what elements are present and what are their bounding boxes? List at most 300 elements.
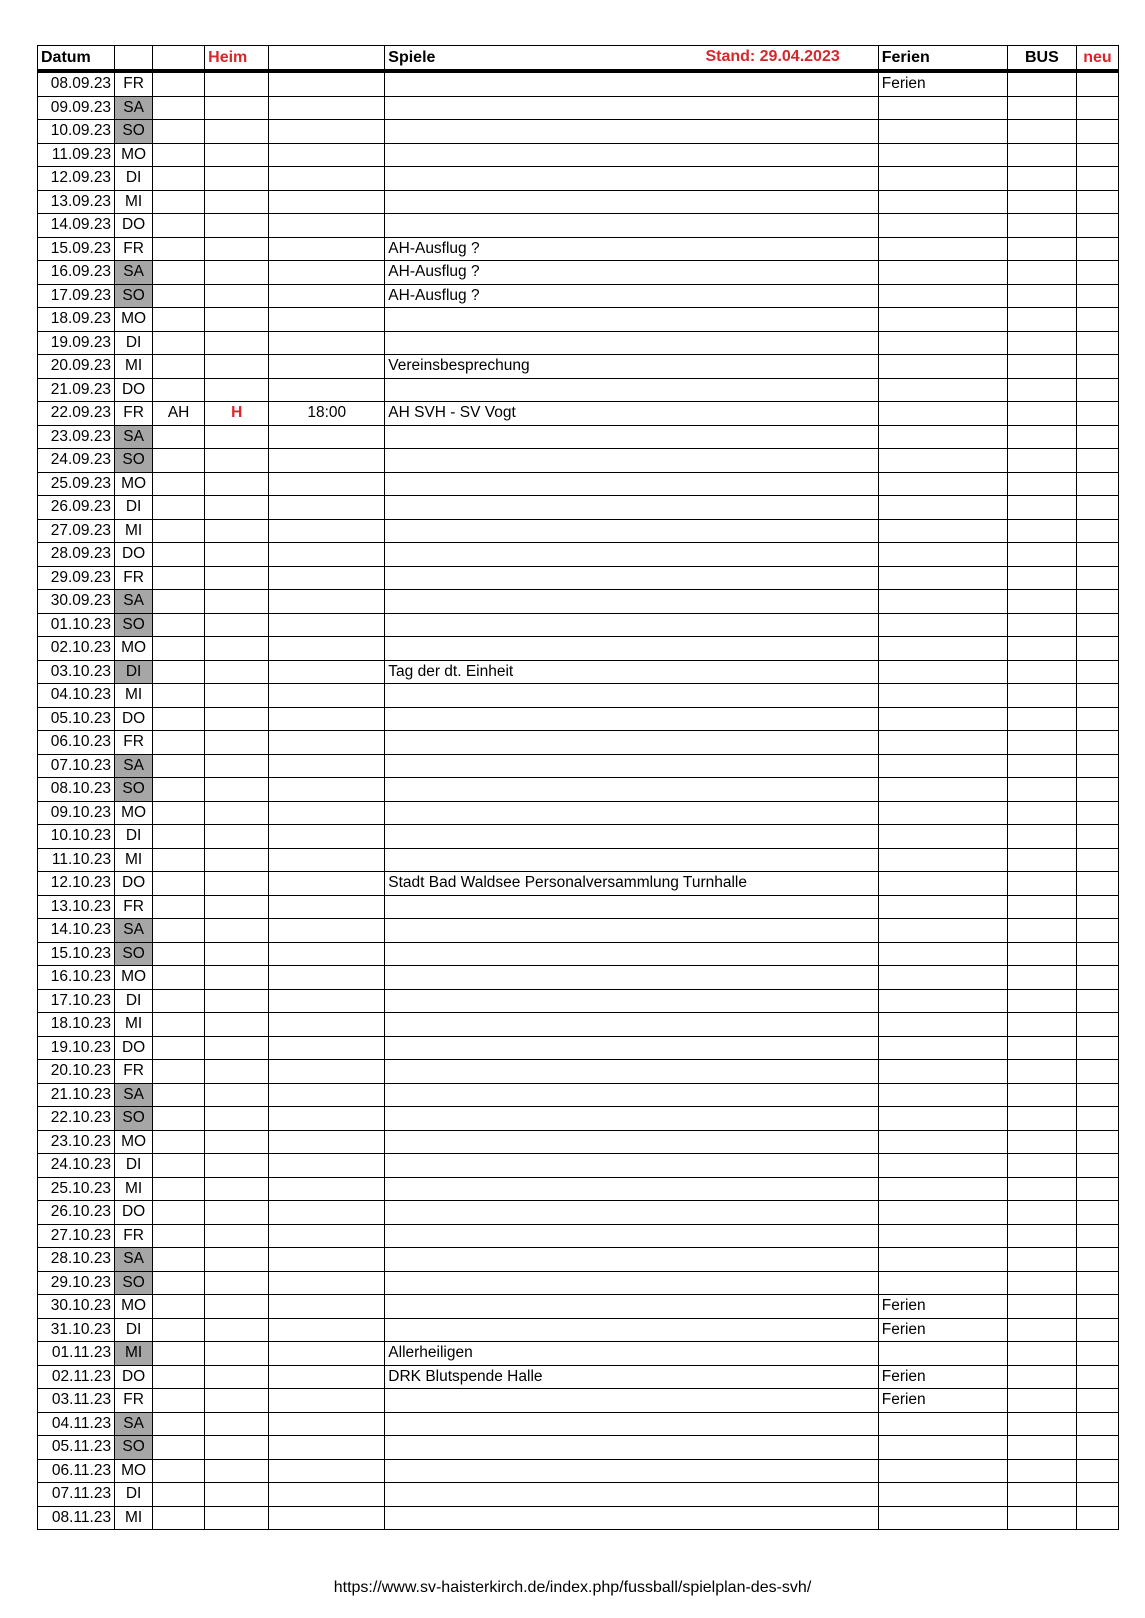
weekday-cell: MI [115,190,153,214]
ferien-cell [878,1412,1007,1436]
team-cell [153,590,205,614]
bus-cell [1007,1130,1076,1154]
date-cell: 19.09.23 [38,331,115,355]
neu-cell [1076,1224,1118,1248]
team-cell [153,801,205,825]
neu-cell [1076,96,1118,120]
neu-cell [1076,989,1118,1013]
heim-cell [205,590,269,614]
ferien-cell [878,778,1007,802]
spiele-cell [385,1248,878,1272]
time-cell [269,778,385,802]
ferien-cell: Ferien [878,1295,1007,1319]
date-cell: 01.10.23 [38,613,115,637]
ferien-cell [878,848,1007,872]
date-cell: 08.11.23 [38,1506,115,1530]
team-cell [153,1013,205,1037]
team-cell [153,1154,205,1178]
team-cell [153,1036,205,1060]
spiele-cell [385,1506,878,1530]
table-row [38,1436,1119,1460]
bus-cell [1007,519,1076,543]
bus-cell [1007,449,1076,473]
date-cell: 22.10.23 [38,1107,115,1131]
spiele-cell [385,707,878,731]
spiele-cell [385,167,878,191]
spiele-cell [385,543,878,567]
date-cell: 28.09.23 [38,543,115,567]
date-cell: 30.09.23 [38,590,115,614]
team-cell: AH [153,402,205,426]
time-cell [269,1248,385,1272]
time-cell [269,143,385,167]
date-cell: 17.09.23 [38,284,115,308]
bus-cell [1007,496,1076,520]
time-cell [269,308,385,332]
ferien-cell [878,1342,1007,1366]
time-cell [269,1154,385,1178]
heim-cell [205,1224,269,1248]
heim-cell: H [205,402,269,426]
time-cell [269,1436,385,1460]
ferien-cell [878,895,1007,919]
table-row [38,1130,1119,1154]
heim-cell [205,801,269,825]
bus-cell [1007,402,1076,426]
ferien-cell [878,378,1007,402]
spiele-cell [385,566,878,590]
table-row [38,1271,1119,1295]
header-bus: BUS [1007,46,1076,72]
table-row [38,801,1119,825]
spiele-cell: DRK Blutspende Halle [385,1365,878,1389]
time-cell [269,848,385,872]
weekday-cell: MI [115,848,153,872]
ferien-cell [878,613,1007,637]
heim-cell [205,1154,269,1178]
ferien-cell: Ferien [878,71,1007,96]
weekday-cell: SA [115,1412,153,1436]
ferien-cell [878,1154,1007,1178]
time-cell [269,1365,385,1389]
time-cell [269,660,385,684]
ferien-cell [878,1248,1007,1272]
bus-cell [1007,801,1076,825]
time-cell [269,496,385,520]
weekday-cell: MI [115,1013,153,1037]
team-cell [153,1459,205,1483]
table-row [38,378,1119,402]
weekday-cell: DO [115,378,153,402]
table-row [38,1201,1119,1225]
spiele-cell [385,449,878,473]
table-row [38,684,1119,708]
ferien-cell [878,449,1007,473]
spiele-cell [385,378,878,402]
date-cell: 15.09.23 [38,237,115,261]
weekday-cell: DI [115,1154,153,1178]
date-cell: 13.09.23 [38,190,115,214]
ferien-cell [878,214,1007,238]
neu-cell [1076,825,1118,849]
time-cell [269,1412,385,1436]
date-cell: 12.09.23 [38,167,115,191]
spiele-cell [385,1036,878,1060]
ferien-cell [878,543,1007,567]
weekday-cell: MI [115,519,153,543]
date-cell: 25.10.23 [38,1177,115,1201]
ferien-cell [878,355,1007,379]
team-cell [153,1271,205,1295]
bus-cell [1007,942,1076,966]
weekday-cell: SA [115,96,153,120]
spiele-cell [385,1436,878,1460]
heim-cell [205,613,269,637]
bus-cell [1007,96,1076,120]
weekday-cell: FR [115,402,153,426]
table-row [38,143,1119,167]
team-cell [153,731,205,755]
header-spiele [385,46,878,72]
table-row [38,1342,1119,1366]
date-cell: 05.11.23 [38,1436,115,1460]
time-cell [269,425,385,449]
date-cell: 29.09.23 [38,566,115,590]
neu-cell [1076,1271,1118,1295]
ferien-cell [878,872,1007,896]
weekday-cell: MO [115,801,153,825]
bus-cell [1007,1036,1076,1060]
heim-cell [205,1271,269,1295]
ferien-cell [878,1130,1007,1154]
header-neu: neu [1076,46,1118,72]
weekday-cell: DI [115,496,153,520]
neu-cell [1076,754,1118,778]
date-cell: 16.09.23 [38,261,115,285]
table-row [38,449,1119,473]
neu-cell [1076,895,1118,919]
time-cell: 18:00 [269,402,385,426]
table-row [38,355,1119,379]
table-row [38,1177,1119,1201]
weekday-cell: SA [115,1083,153,1107]
weekday-cell: DO [115,1365,153,1389]
team-cell [153,848,205,872]
weekday-cell: FR [115,237,153,261]
time-cell [269,966,385,990]
heim-cell [205,449,269,473]
heim-cell [205,143,269,167]
ferien-cell [878,966,1007,990]
weekday-cell: FR [115,71,153,96]
table-row [38,731,1119,755]
ferien-cell [878,1036,1007,1060]
ferien-cell [878,496,1007,520]
neu-cell [1076,71,1118,96]
table-row [38,1295,1119,1319]
neu-cell [1076,1389,1118,1413]
table-row [38,1107,1119,1131]
spiele-cell [385,637,878,661]
heim-cell [205,660,269,684]
team-cell [153,1177,205,1201]
ferien-cell [878,96,1007,120]
weekday-cell: MO [115,1130,153,1154]
table-row [38,1083,1119,1107]
neu-cell [1076,942,1118,966]
date-cell: 02.10.23 [38,637,115,661]
ferien-cell [878,754,1007,778]
ferien-cell [878,425,1007,449]
footer-url: https://www.sv-haisterkirch.de/index.php/fussball/spielplan-des-svh/ [333,1579,812,1596]
heim-cell [205,684,269,708]
time-cell [269,71,385,96]
spiele-cell [385,895,878,919]
weekday-cell: MO [115,308,153,332]
bus-cell [1007,919,1076,943]
neu-cell [1076,1177,1118,1201]
spiele-cell: Allerheiligen [385,1342,878,1366]
team-cell [153,1436,205,1460]
bus-cell [1007,543,1076,567]
date-cell: 14.09.23 [38,214,115,238]
neu-cell [1076,801,1118,825]
bus-cell [1007,284,1076,308]
ferien-cell [878,660,1007,684]
weekday-cell: SA [115,261,153,285]
spiele-cell: Tag der dt. Einheit [385,660,878,684]
neu-cell [1076,120,1118,144]
spiele-cell [385,71,878,96]
team-cell [153,1342,205,1366]
bus-cell [1007,731,1076,755]
weekday-cell: SO [115,284,153,308]
weekday-cell: FR [115,566,153,590]
heim-cell [205,1365,269,1389]
team-cell [153,989,205,1013]
time-cell [269,731,385,755]
ferien-cell [878,143,1007,167]
team-cell [153,660,205,684]
team-cell [153,378,205,402]
heim-cell [205,1107,269,1131]
spiele-cell [385,731,878,755]
time-cell [269,919,385,943]
header-time [269,46,385,72]
date-cell: 15.10.23 [38,942,115,966]
table-row [38,919,1119,943]
time-cell [269,707,385,731]
spiele-cell [385,989,878,1013]
team-cell [153,895,205,919]
neu-cell [1076,1013,1118,1037]
time-cell [269,1483,385,1507]
neu-cell [1076,261,1118,285]
time-cell [269,872,385,896]
ferien-cell [878,402,1007,426]
table-row [38,402,1119,426]
team-cell [153,167,205,191]
bus-cell [1007,120,1076,144]
spiele-cell [385,308,878,332]
date-cell: 08.09.23 [38,71,115,96]
date-cell: 10.09.23 [38,120,115,144]
table-row [38,1036,1119,1060]
neu-cell [1076,331,1118,355]
date-cell: 18.09.23 [38,308,115,332]
heim-cell [205,261,269,285]
header-day [115,46,153,72]
team-cell [153,449,205,473]
spiele-cell [385,1083,878,1107]
bus-cell [1007,167,1076,191]
bus-cell [1007,1177,1076,1201]
ferien-cell [878,731,1007,755]
neu-cell [1076,1130,1118,1154]
spiele-cell: Stadt Bad Waldsee Personalversammlung Turnhalle [385,872,878,896]
neu-cell [1076,1248,1118,1272]
neu-cell [1076,1107,1118,1131]
spiele-cell [385,684,878,708]
spiele-cell [385,1459,878,1483]
date-cell: 20.10.23 [38,1060,115,1084]
bus-cell [1007,1506,1076,1530]
ferien-cell [878,1224,1007,1248]
weekday-cell: DI [115,1318,153,1342]
heim-cell [205,237,269,261]
team-cell [153,496,205,520]
heim-cell [205,1412,269,1436]
table-row [38,566,1119,590]
bus-cell [1007,872,1076,896]
team-cell [153,1083,205,1107]
weekday-cell: MO [115,1295,153,1319]
heim-cell [205,1389,269,1413]
weekday-cell: SO [115,1271,153,1295]
team-cell [153,1060,205,1084]
neu-cell [1076,1412,1118,1436]
table-row [38,660,1119,684]
date-cell: 11.09.23 [38,143,115,167]
weekday-cell: MI [115,355,153,379]
bus-cell [1007,1459,1076,1483]
team-cell [153,1318,205,1342]
date-cell: 03.10.23 [38,660,115,684]
spiele-cell [385,425,878,449]
weekday-cell: FR [115,1224,153,1248]
spiele-cell: AH-Ausflug ? [385,284,878,308]
ferien-cell [878,1271,1007,1295]
ferien-cell [878,308,1007,332]
heim-cell [205,308,269,332]
bus-cell [1007,707,1076,731]
ferien-cell [878,637,1007,661]
table-row [38,425,1119,449]
time-cell [269,801,385,825]
ferien-cell [878,120,1007,144]
team-cell [153,543,205,567]
heim-cell [205,942,269,966]
neu-cell [1076,1365,1118,1389]
date-cell: 19.10.23 [38,1036,115,1060]
spiele-cell: AH SVH - SV Vogt [385,402,878,426]
table-row [38,1365,1119,1389]
date-cell: 28.10.23 [38,1248,115,1272]
bus-cell [1007,1365,1076,1389]
neu-cell [1076,308,1118,332]
date-cell: 08.10.23 [38,778,115,802]
neu-cell [1076,1318,1118,1342]
team-cell [153,754,205,778]
weekday-cell: SO [115,942,153,966]
time-cell [269,1389,385,1413]
bus-cell [1007,261,1076,285]
neu-cell [1076,519,1118,543]
heim-cell [205,284,269,308]
time-cell [269,1342,385,1366]
team-cell [153,425,205,449]
bus-cell [1007,1389,1076,1413]
spiele-cell [385,1060,878,1084]
heim-cell [205,1177,269,1201]
neu-cell [1076,378,1118,402]
time-cell [269,1318,385,1342]
team-cell [153,942,205,966]
time-cell [269,895,385,919]
date-cell: 04.10.23 [38,684,115,708]
spiele-cell [385,778,878,802]
weekday-cell: SO [115,120,153,144]
spiele-cell [385,96,878,120]
heim-cell [205,1060,269,1084]
ferien-cell [878,919,1007,943]
bus-cell [1007,966,1076,990]
team-cell [153,566,205,590]
heim-cell [205,1083,269,1107]
bus-cell [1007,1271,1076,1295]
neu-cell [1076,872,1118,896]
neu-cell [1076,449,1118,473]
heim-cell [205,1013,269,1037]
time-cell [269,237,385,261]
time-cell [269,825,385,849]
neu-cell [1076,1436,1118,1460]
neu-cell [1076,284,1118,308]
bus-cell [1007,1060,1076,1084]
time-cell [269,261,385,285]
time-cell [269,613,385,637]
bus-cell [1007,660,1076,684]
table-row [38,1318,1119,1342]
date-cell: 05.10.23 [38,707,115,731]
spiele-cell [385,519,878,543]
team-cell [153,919,205,943]
table-row [38,331,1119,355]
bus-cell [1007,1107,1076,1131]
bus-cell [1007,1295,1076,1319]
heim-cell [205,989,269,1013]
team-cell [153,96,205,120]
table-row [38,754,1119,778]
bus-cell [1007,308,1076,332]
spiele-cell [385,190,878,214]
heim-cell [205,872,269,896]
neu-cell [1076,1083,1118,1107]
schedule-table [37,45,1119,1530]
neu-cell [1076,1295,1118,1319]
ferien-cell [878,989,1007,1013]
date-cell: 06.10.23 [38,731,115,755]
